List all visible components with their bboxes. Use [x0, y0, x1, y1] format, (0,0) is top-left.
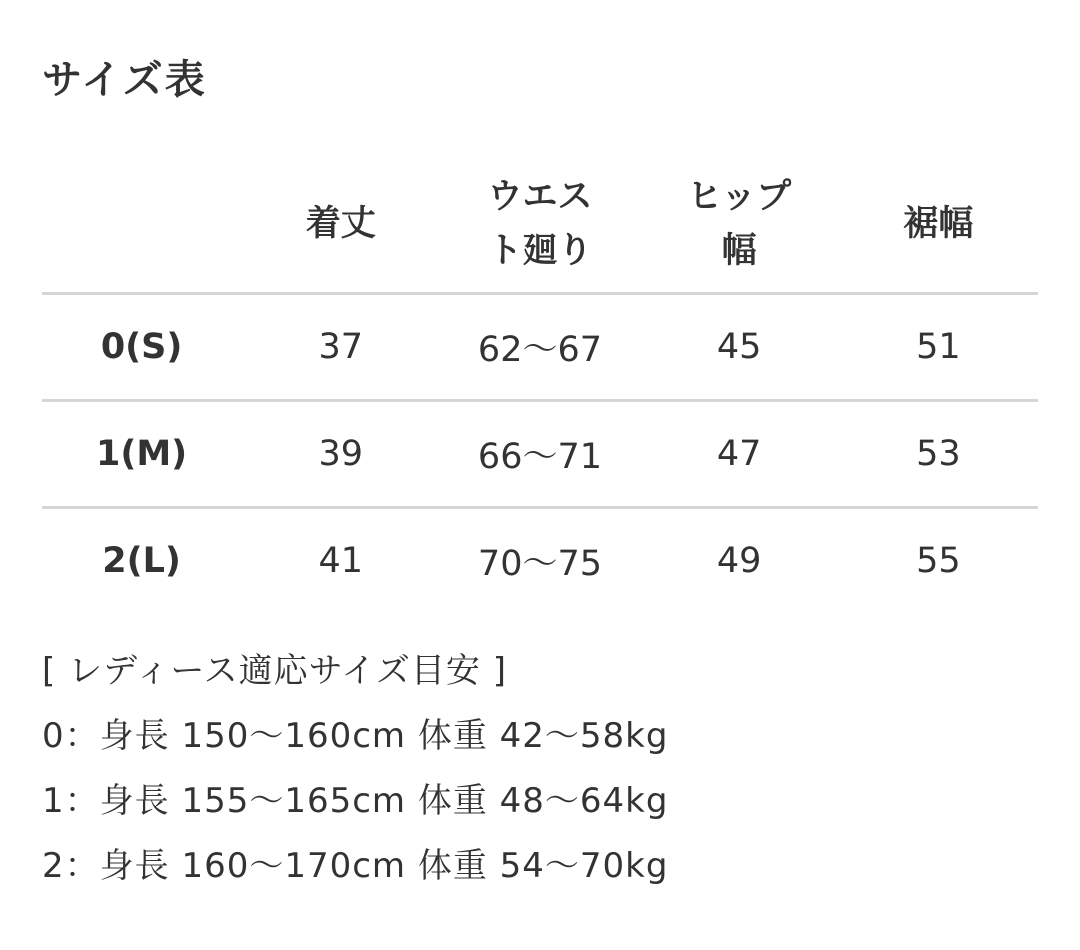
size-table-body — [42, 294, 1038, 614]
header-cell-size — [42, 156, 241, 294]
fit-guide-line-1: 1：身長 155〜165cm 体重 48〜64kg — [42, 781, 669, 821]
table-row-size-2l — [42, 508, 1038, 614]
cell-hip: 49 — [716, 541, 762, 581]
cell-waist: 66〜71 — [440, 401, 639, 508]
cell-hip: 47 — [640, 401, 839, 508]
cell-length: 39 — [241, 401, 440, 508]
header-cell-hip — [640, 156, 839, 294]
fit-guide-line-0: 0：身長 150〜160cm 体重 42〜58kg — [42, 716, 669, 756]
table-row-size-0s — [42, 294, 1038, 401]
table-header-row — [42, 156, 1038, 294]
header-cell-waist — [440, 156, 639, 294]
row-label: 0(S) — [42, 294, 241, 401]
fit-guide-line-2: 2：身長 160〜170cm 体重 54〜70kg — [42, 846, 669, 886]
row-label: 1(M) — [42, 401, 241, 508]
fit-guide — [42, 639, 1038, 899]
cell-hem: 53 — [839, 401, 1038, 508]
row-label: 2(L) — [102, 541, 181, 581]
page-title: サイズ表 — [42, 57, 207, 103]
cell-waist: 62〜67 — [440, 294, 639, 401]
cell-hem: 51 — [839, 294, 1038, 401]
header-cell-hem — [839, 156, 1038, 294]
size-table — [42, 156, 1038, 613]
header-label-hem: 裾幅 — [903, 203, 974, 244]
table-row-size-1m — [42, 401, 1038, 508]
size-table-header — [42, 156, 1038, 294]
cell-length: 37 — [241, 294, 440, 401]
header-cell-length — [241, 156, 440, 294]
header-label-length: 着丈 — [305, 203, 376, 244]
cell-length: 41 — [318, 541, 364, 581]
header-label-hip: ヒップ幅 — [687, 176, 792, 271]
cell-waist: 70〜75 — [477, 544, 602, 584]
cell-hem: 55 — [916, 541, 961, 581]
header-label-waist: ウエスト廻り — [487, 176, 593, 271]
cell-hip: 45 — [640, 294, 839, 401]
fit-guide-heading: [ レディース適応サイズ目安 ] — [42, 651, 508, 691]
